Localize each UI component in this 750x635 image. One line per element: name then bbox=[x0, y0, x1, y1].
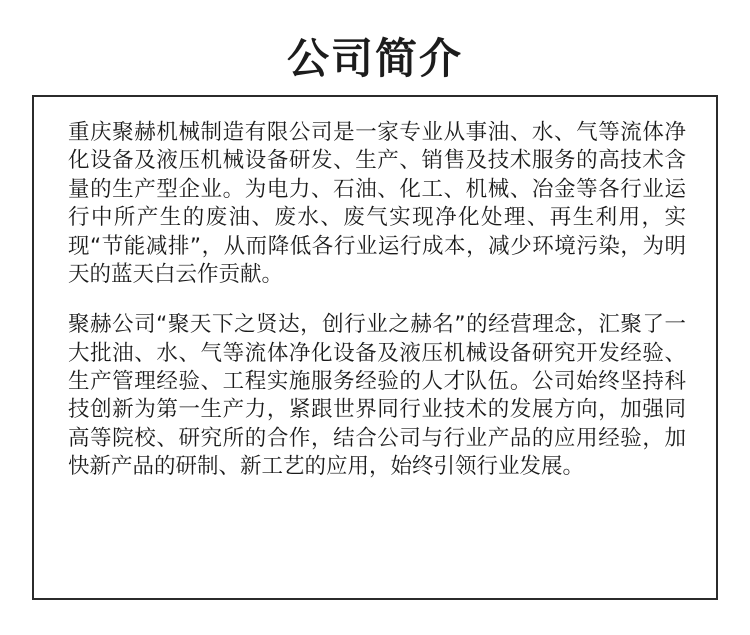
paragraph-company-philosophy: 聚赫公司“聚天下之贤达，创行业之赫名”的经营理念，汇聚了一大批油、水、气等流体净化设备及液压机械设备研究开发经验、生产管理经验、工程实施服务经验的人才队伍。公司始终坚持科技创新为第一生产力，紧跟世界同行业技术的发展方向，加强同高等院校、研究所的合作，结合公司与行业产品的应用经验，加快新产品的研制、新工艺的应用，始终引领行业发展。 bbox=[68, 312, 686, 480]
page-title: 公司简介 bbox=[286, 34, 463, 83]
paragraph-company-overview: 重庆聚赫机械制造有限公司是一家专业从事油、水、气等流体净化设备及液压机械设备研发、生产、销售及技术服务的高技术含量的生产型企业。为电力、石油、化工、机械、冶金等各行业运行中所产生的废油、废水、废气实现净化处理、再生利用，实现“节能减排”，从而降低各行业运行成本，减少环境污染，为明天的蓝天白云作贡献。 bbox=[68, 120, 686, 287]
content-panel bbox=[32, 95, 718, 600]
